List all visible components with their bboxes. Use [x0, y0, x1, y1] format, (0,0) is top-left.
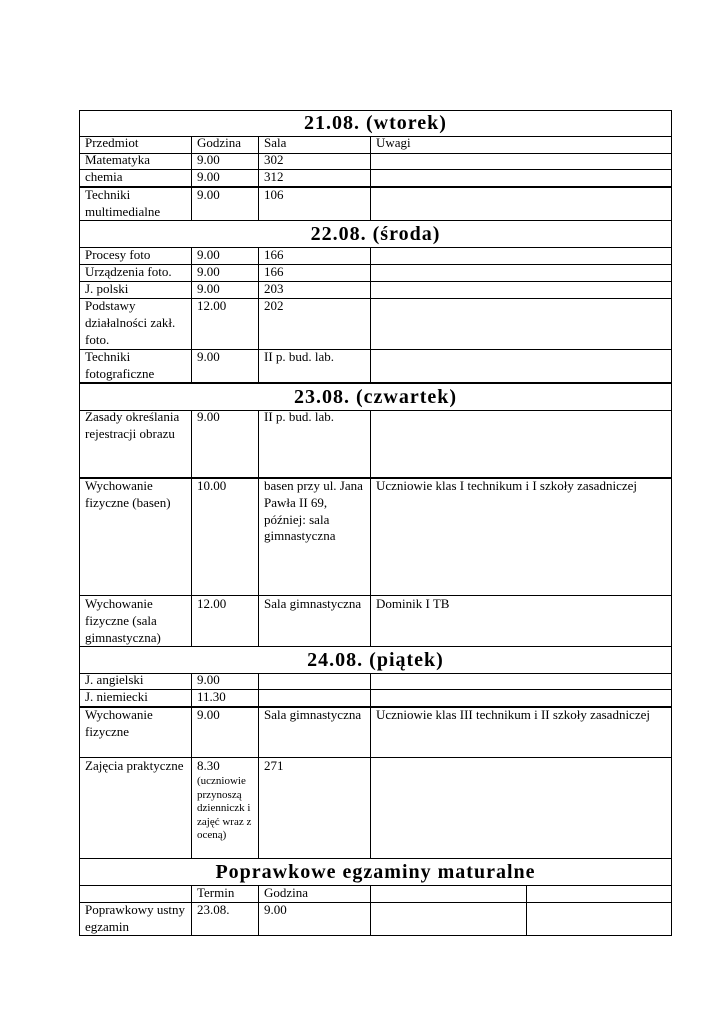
table-row-room: II p. bud. lab. [264, 409, 335, 424]
table-row-subject: J. niemiecki [85, 689, 148, 704]
table-row-subject: J. angielski [85, 672, 144, 687]
table-row-room: 302 [264, 152, 284, 167]
table-row-subject: Zasady określania rejestracji obrazu [85, 409, 180, 441]
table-row-hour: 9.00 [197, 349, 220, 364]
makeup-exams-title: Poprawkowe egzaminy maturalne [215, 861, 536, 883]
table-row-subject: Matematyka [85, 152, 150, 167]
table-row-hour: 9.00 [197, 187, 220, 202]
table-row-hour: 9.00 [197, 247, 220, 262]
table-row-subject: Wychowanie fizyczne (sala gimnastyczna) [85, 596, 161, 645]
makeup-row-hour: 9.00 [264, 902, 287, 917]
makeup-row-exam: Poprawkowy ustny egzamin [85, 902, 186, 934]
table-row-hour: 9.00 [197, 264, 220, 279]
table-row-subject: Wychowanie fizyczne (basen) [85, 478, 171, 510]
table-row-notes: Uczniowie klas I technikum i I szkoły zasadniczej [376, 478, 637, 493]
table-row-room: 106 [264, 187, 284, 202]
table-row-room: Sala gimnastyczna [264, 707, 362, 722]
table-row-subject: Techniki fotograficzne [85, 349, 155, 381]
table-row-room: 166 [264, 264, 284, 279]
table-row-hour-note: (uczniowie przynoszą dzienniczk i zajęć wraz z oceną) [197, 775, 252, 842]
header-hour: Godzina [197, 135, 242, 150]
day-title-sroda: 22.08. (środa) [310, 223, 441, 245]
table-row-notes: Uczniowie klas III technikum i II szkoły zasadniczej [376, 707, 650, 722]
table-row-room: 166 [264, 247, 284, 262]
table-row-room: 202 [264, 298, 284, 313]
table-row-room: Sala gimnastyczna [264, 596, 362, 611]
table-row-hour: 9.00 [197, 672, 220, 687]
table-row-hour: 8.30 [197, 758, 220, 773]
table-row-hour: 9.00 [197, 281, 220, 296]
day-title-wtorek: 21.08. (wtorek) [304, 112, 447, 134]
table-row-hour: 9.00 [197, 169, 220, 184]
makeup-row-term: 23.08. [197, 902, 230, 917]
day-title-piatek: 24.08. (piątek) [307, 649, 444, 671]
table-row-subject: Urządzenia foto. [85, 264, 172, 279]
table-row-hour: 10.00 [197, 478, 227, 493]
table-row-hour: 11.30 [197, 689, 226, 704]
table-row-subject: Wychowanie fizyczne [85, 707, 153, 739]
table-row-room: 203 [264, 281, 284, 296]
table-row-notes: Dominik I TB [376, 596, 450, 611]
table-row-subject: Podstawy działalności zakł. foto. [85, 298, 176, 347]
table-row-room: basen przy ul. Jana Pawła II 69, później: sala gimnastyczna [264, 478, 363, 544]
header-room: Sala [264, 135, 287, 150]
header-term: Termin [197, 885, 235, 900]
table-row-subject: J. polski [85, 281, 129, 296]
table-row-room: 312 [264, 169, 284, 184]
header-notes: Uwagi [376, 135, 411, 150]
table-row-hour: 12.00 [197, 298, 227, 313]
table-row-subject: Techniki multimedialne [85, 187, 161, 219]
table-row-hour: 9.00 [197, 152, 220, 167]
table-row-subject: Zajęcia praktyczne [85, 758, 184, 773]
table-row-hour: 9.00 [197, 707, 220, 722]
table-row-subject: Procesy foto [85, 247, 151, 262]
table-row-hour: 9.00 [197, 409, 220, 424]
day-title-czwartek: 23.08. (czwartek) [293, 386, 458, 408]
exam-schedule-table [79, 110, 672, 936]
table-row-room: II p. bud. lab. [264, 349, 335, 364]
table-row-room: 271 [264, 758, 284, 773]
table-row-hour: 12.00 [197, 596, 227, 611]
table-row-subject: chemia [85, 169, 123, 184]
header-hour: Godzina [264, 885, 309, 900]
header-subject: Przedmiot [85, 135, 139, 150]
